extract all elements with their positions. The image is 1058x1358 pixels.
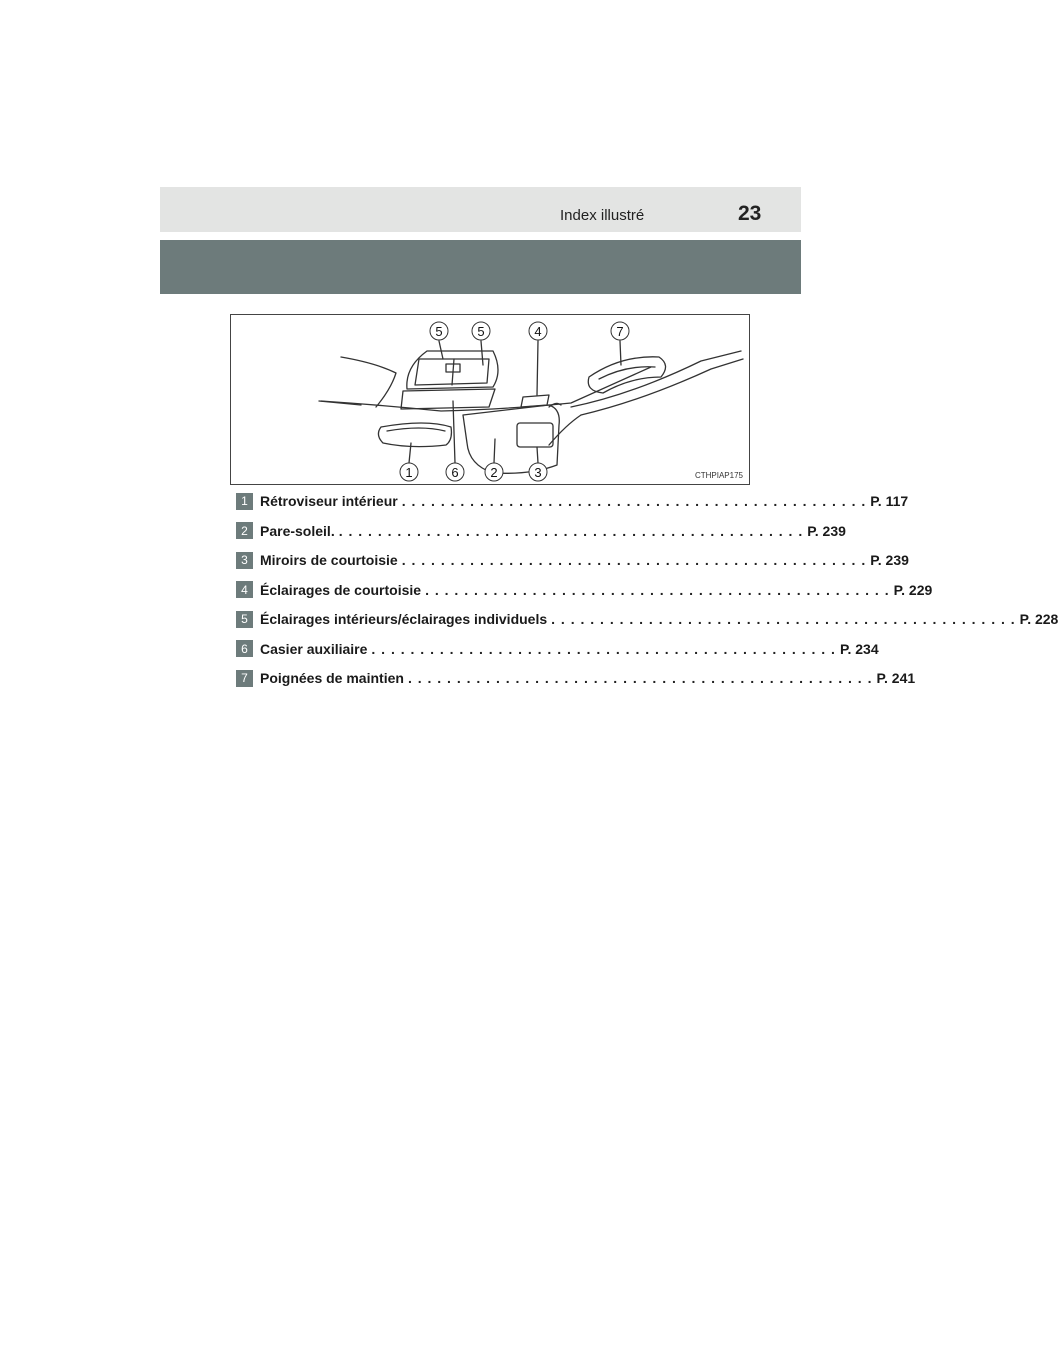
page-reference[interactable]: P. 228 — [1019, 611, 1058, 627]
section-title: Index illustré — [560, 207, 645, 224]
callout-5a-label: 5 — [435, 324, 443, 339]
callout-1-label: 1 — [405, 465, 413, 480]
callout-6 — [446, 463, 464, 481]
item-number-badge: 1 — [236, 493, 253, 510]
dot-leader: . . . . . . . . . . . . . . . . . . . . . . . . . . . . . . . . . . . . . . . . . . . . . . . . — [425, 581, 890, 598]
rearview-mirror — [378, 423, 451, 447]
page-reference[interactable]: P. 229 — [893, 581, 933, 598]
item-label: Pare-soleil. — [260, 522, 335, 539]
interior-illustration — [230, 314, 750, 485]
legend-item[interactable] — [236, 521, 846, 541]
item-number-badge: 2 — [236, 522, 253, 539]
page-reference[interactable]: P. 241 — [876, 670, 916, 686]
callout-5a — [430, 322, 448, 340]
item-label: Éclairages de courtoisie — [260, 581, 422, 598]
assist-grip — [588, 357, 665, 393]
callout-5b — [472, 322, 490, 340]
roof-line-left — [341, 357, 396, 407]
page-reference[interactable]: P. 239 — [870, 552, 909, 568]
dot-leader: . . . . . . . . . . . . . . . . . . . . . . . . . . . . . . . . . . . . . . . . . . . . . . . . — [371, 640, 836, 657]
dot-leader: . . . . . . . . . . . . . . . . . . . . . . . . . . . . . . . . . . . . . . . . . . . . . . . . — [551, 611, 1016, 627]
legend-item[interactable] — [236, 639, 879, 659]
dot-leader: . . . . . . . . . . . . . . . . . . . . . . . . . . . . . . . . . . . . . . . . . . . . . . . . — [407, 670, 873, 686]
dot-leader: . . . . . . . . . . . . . . . . . . . . . . . . . . . . . . . . . . . . . . . . . . . . . . . . — [401, 493, 867, 509]
legend-item[interactable] — [236, 550, 909, 570]
sunglass-holder — [401, 389, 495, 409]
item-label: Poignées de maintien — [260, 670, 404, 686]
legend-item[interactable] — [236, 580, 933, 600]
callout-2 — [485, 463, 503, 481]
a-pillar — [571, 351, 741, 407]
callout-1 — [400, 463, 418, 481]
page-reference[interactable]: P. 234 — [839, 640, 879, 657]
sun-visor — [463, 405, 559, 473]
callout-2-label: 2 — [490, 465, 498, 480]
legend-item[interactable] — [236, 609, 1058, 629]
page-reference[interactable]: P. 239 — [807, 522, 846, 539]
section-banner — [160, 240, 801, 294]
item-number-badge: 5 — [236, 611, 253, 628]
item-label: Miroirs de courtoisie — [260, 552, 398, 568]
item-number-badge: 7 — [236, 670, 253, 687]
item-label: Casier auxiliaire — [260, 640, 368, 657]
legend-item[interactable] — [236, 668, 916, 688]
page-reference[interactable]: P. 117 — [870, 493, 909, 509]
callout-6-label: 6 — [451, 465, 459, 480]
figure-code: CTHPIAP175 — [694, 471, 743, 480]
item-label: Rétroviseur intérieur — [260, 493, 398, 509]
page-number: 23 — [738, 202, 762, 225]
header-band — [160, 187, 801, 232]
item-label: Éclairages intérieurs/éclairages individuels — [260, 611, 548, 627]
dot-leader: . . . . . . . . . . . . . . . . . . . . . . . . . . . . . . . . . . . . . . . . . . . . . . . . — [401, 552, 867, 568]
item-number-badge: 4 — [236, 581, 253, 598]
callout-3-label: 3 — [534, 465, 542, 480]
item-number-badge: 6 — [236, 640, 253, 657]
ceiling-drawing — [231, 315, 751, 486]
callout-7-label: 7 — [616, 324, 624, 339]
dot-leader: . . . . . . . . . . . . . . . . . . . . . . . . . . . . . . . . . . . . . . . . . . . . . . . . — [338, 522, 804, 539]
legend-item[interactable] — [236, 491, 909, 511]
callout-5b-label: 5 — [477, 324, 485, 339]
legend-list — [236, 491, 1058, 698]
callout-3 — [529, 463, 547, 481]
item-number-badge: 3 — [236, 552, 253, 569]
callout-7 — [611, 322, 629, 340]
callout-4 — [529, 322, 547, 340]
courtesy-light — [521, 395, 549, 407]
vanity-mirror — [517, 423, 553, 447]
callout-4-label: 4 — [534, 324, 542, 339]
